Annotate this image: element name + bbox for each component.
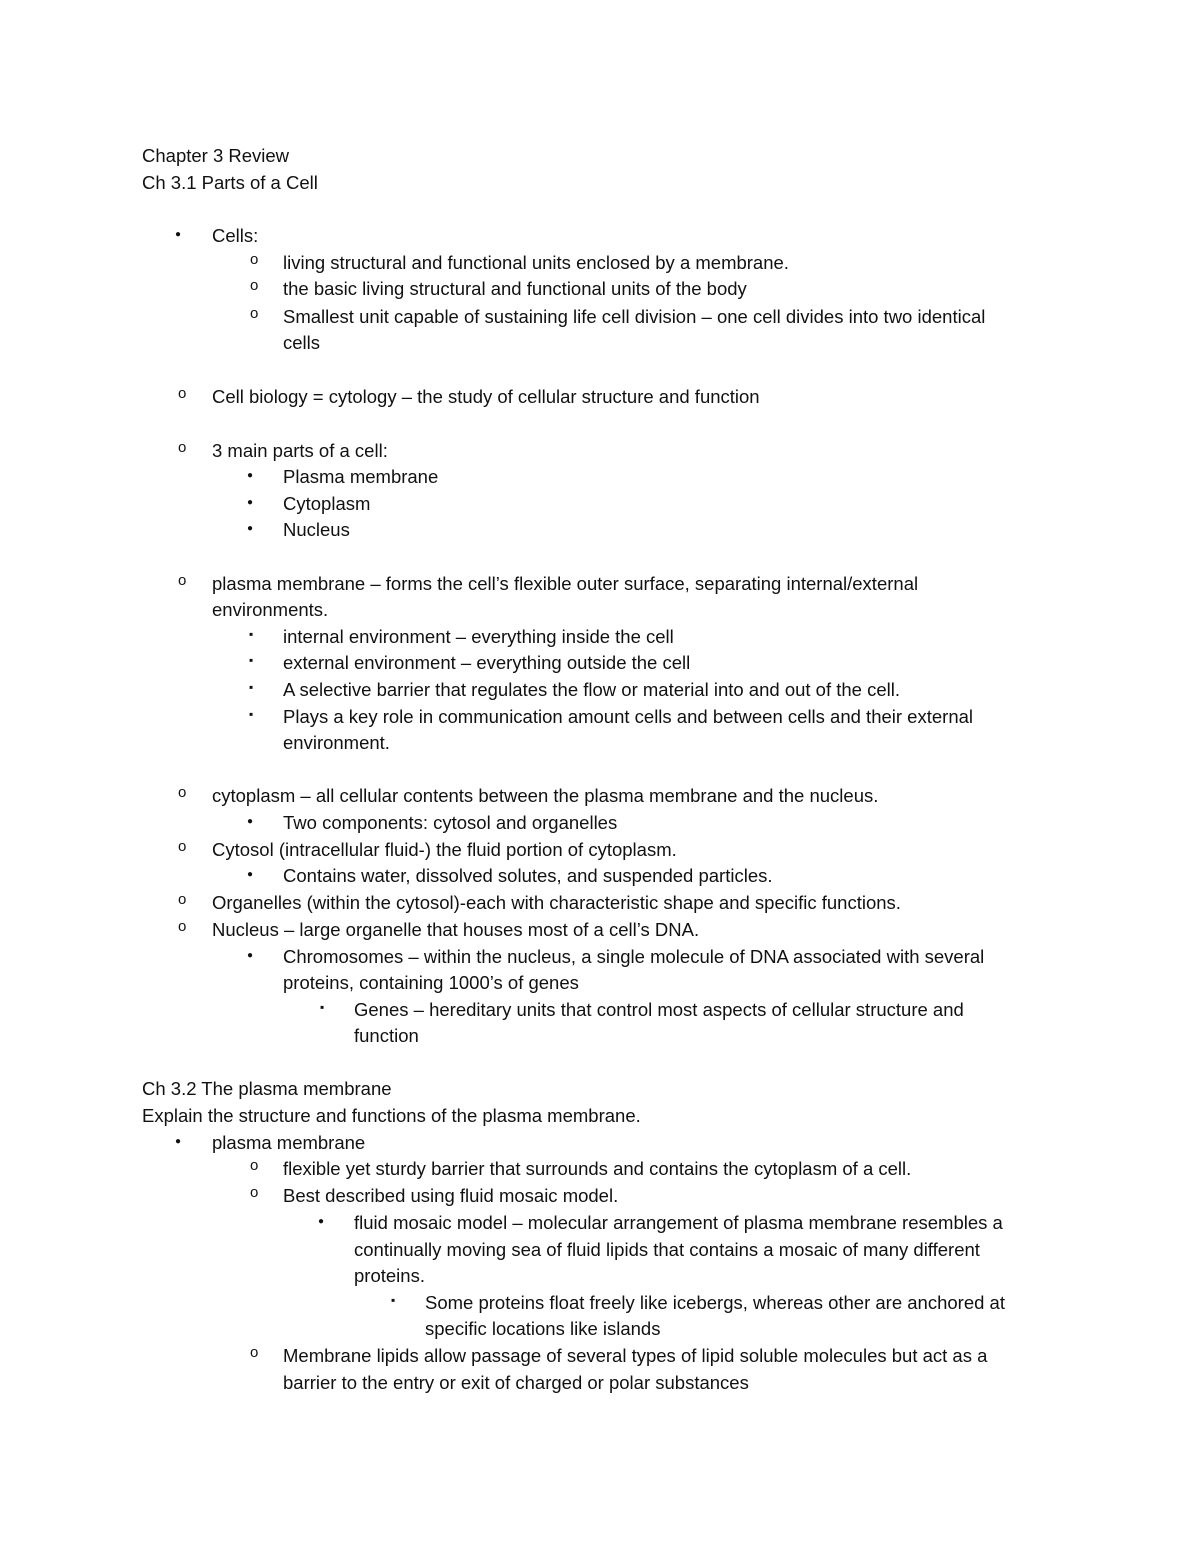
circle-bullet-icon bbox=[178, 892, 186, 914]
circle-bullet-icon bbox=[250, 1345, 258, 1367]
section-objective: Explain the structure and functions of the plasma membrane. bbox=[142, 1105, 641, 1126]
list-item-continuation: cells bbox=[283, 332, 321, 353]
list-item: living structural and functional units enclosed by a membrane. bbox=[283, 252, 789, 273]
circle-bullet-icon bbox=[178, 386, 186, 408]
list-item: Best described using fluid mosaic model. bbox=[283, 1185, 619, 1206]
disc-bullet-icon bbox=[247, 946, 253, 970]
list-item: internal environment – everything inside the cell bbox=[283, 626, 674, 647]
circle-bullet-icon bbox=[250, 1185, 258, 1207]
list-item-continuation: function bbox=[354, 1025, 419, 1046]
list-item: Chromosomes – within the nucleus, a single molecule of DNA associated with several bbox=[283, 946, 985, 967]
list-item: Two components: cytosol and organelles bbox=[283, 812, 618, 833]
list-item-continuation: proteins. bbox=[354, 1265, 425, 1286]
list-item: flexible yet sturdy barrier that surrounds and contains the cytoplasm of a cell. bbox=[283, 1158, 912, 1179]
circle-bullet-icon bbox=[178, 785, 186, 807]
square-bullet-icon bbox=[391, 1292, 395, 1314]
list-item: cytoplasm – all cellular contents between the plasma membrane and the nucleus. bbox=[212, 785, 879, 806]
disc-bullet-icon bbox=[175, 225, 181, 249]
square-bullet-icon bbox=[249, 652, 253, 674]
list-item: Contains water, dissolved solutes, and suspended particles. bbox=[283, 865, 773, 886]
disc-bullet-icon bbox=[318, 1212, 324, 1236]
list-item-continuation: barrier to the entry or exit of charged or polar substances bbox=[283, 1372, 749, 1393]
section-heading-3-2: Ch 3.2 The plasma membrane bbox=[142, 1078, 392, 1099]
list-item: external environment – everything outside the cell bbox=[283, 652, 691, 673]
square-bullet-icon bbox=[320, 999, 324, 1021]
circle-bullet-icon bbox=[250, 306, 258, 328]
list-item: A selective barrier that regulates the flow or material into and out of the cell. bbox=[283, 679, 900, 700]
square-bullet-icon bbox=[249, 679, 253, 701]
circle-bullet-icon bbox=[250, 252, 258, 274]
disc-bullet-icon bbox=[247, 466, 253, 490]
list-item: Genes – hereditary units that control most aspects of cellular structure and bbox=[354, 999, 964, 1020]
disc-bullet-icon bbox=[247, 519, 253, 543]
disc-bullet-icon bbox=[247, 812, 253, 836]
list-item-continuation: environment. bbox=[283, 732, 390, 753]
circle-bullet-icon bbox=[178, 839, 186, 861]
list-item-continuation: environments. bbox=[212, 599, 329, 620]
circle-bullet-icon bbox=[178, 919, 186, 941]
circle-bullet-icon bbox=[178, 573, 186, 595]
list-item: Nucleus – large organelle that houses most of a cell’s DNA. bbox=[212, 919, 700, 940]
list-item: Cells: bbox=[212, 225, 259, 246]
list-item: Cytosol (intracellular fluid-) the fluid portion of cytoplasm. bbox=[212, 839, 677, 860]
list-item: Cell biology = cytology – the study of cellular structure and function bbox=[212, 386, 760, 407]
circle-bullet-icon bbox=[178, 440, 186, 462]
circle-bullet-icon bbox=[250, 278, 258, 300]
list-item: Plays a key role in communication amount cells and between cells and their external bbox=[283, 706, 974, 727]
list-item-continuation: specific locations like islands bbox=[425, 1318, 661, 1339]
list-item-continuation: continually moving sea of fluid lipids that contains a mosaic of many different bbox=[354, 1239, 980, 1260]
section-heading-3-1: Ch 3.1 Parts of a Cell bbox=[142, 172, 318, 193]
list-item: 3 main parts of a cell: bbox=[212, 440, 388, 461]
list-item: Membrane lipids allow passage of several types of lipid soluble molecules but act as a bbox=[283, 1345, 988, 1366]
list-item: Some proteins float freely like icebergs, whereas other are anchored at bbox=[425, 1292, 1005, 1313]
list-item: plasma membrane – forms the cell’s flexible outer surface, separating internal/external bbox=[212, 573, 919, 594]
list-item: Nucleus bbox=[283, 519, 350, 540]
list-item: the basic living structural and functional units of the body bbox=[283, 278, 747, 299]
list-item: fluid mosaic model – molecular arrangement of plasma membrane resembles a bbox=[354, 1212, 1003, 1233]
circle-bullet-icon bbox=[250, 1158, 258, 1180]
disc-bullet-icon bbox=[247, 493, 253, 517]
list-item: Cytoplasm bbox=[283, 493, 371, 514]
square-bullet-icon bbox=[249, 706, 253, 728]
list-item: Organelles (within the cytosol)-each with characteristic shape and specific functions. bbox=[212, 892, 901, 913]
list-item: Plasma membrane bbox=[283, 466, 439, 487]
disc-bullet-icon bbox=[247, 865, 253, 889]
list-item-continuation: proteins, containing 1000’s of genes bbox=[283, 972, 579, 993]
list-item: plasma membrane bbox=[212, 1132, 366, 1153]
list-item: Smallest unit capable of sustaining life cell division – one cell divides into two identical bbox=[283, 306, 986, 327]
square-bullet-icon bbox=[249, 626, 253, 648]
disc-bullet-icon bbox=[175, 1132, 181, 1156]
document-title: Chapter 3 Review bbox=[142, 145, 290, 166]
